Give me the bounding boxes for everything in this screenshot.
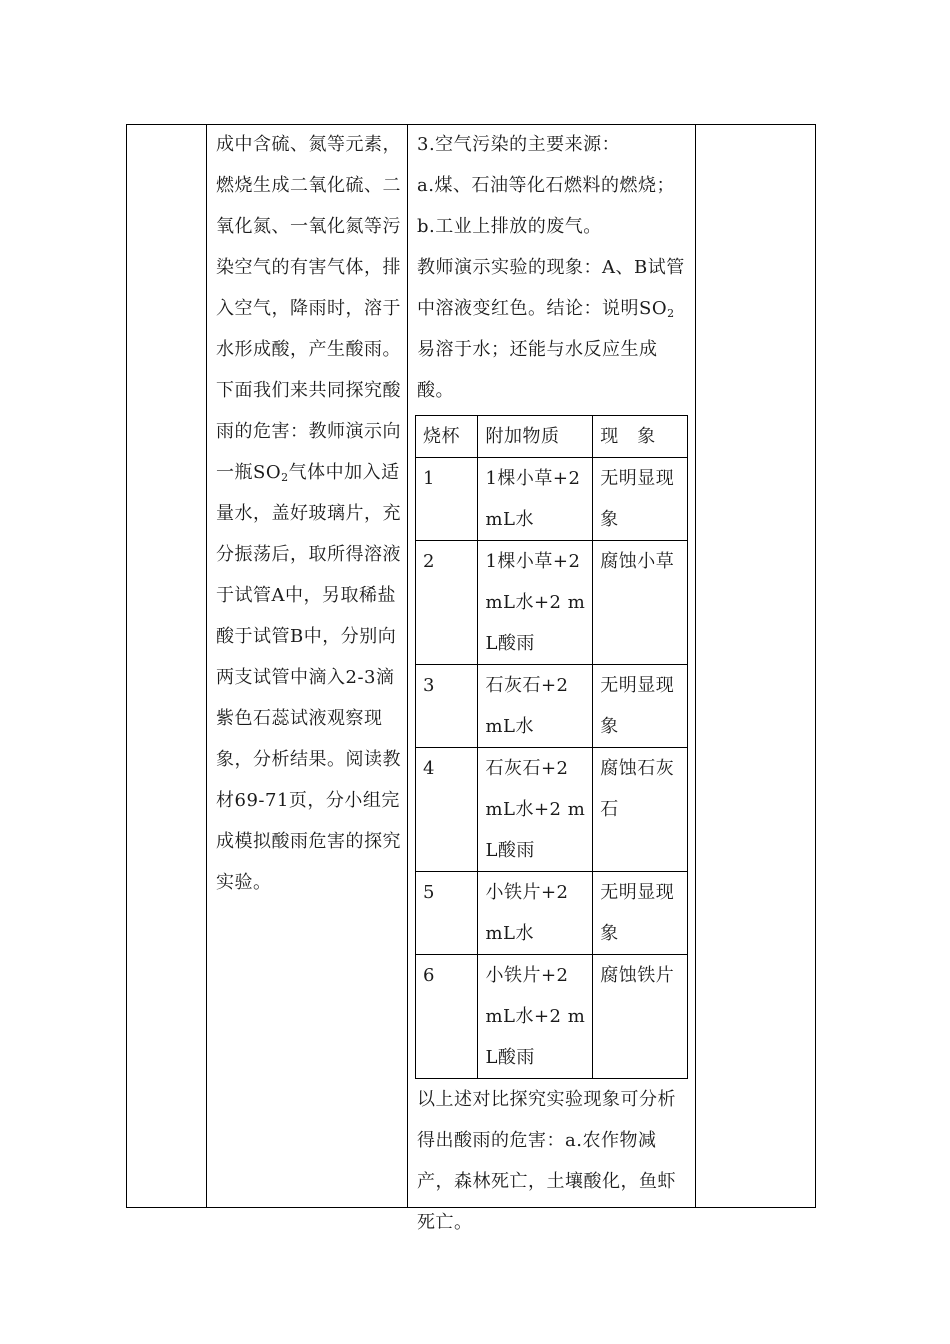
table-cell: 腐蚀小草 [593,541,688,665]
table-header: 附加物质 [478,416,593,458]
table-cell: 3 [416,665,478,748]
table-cell: 无明显现象 [593,872,688,955]
table-header-row [416,416,688,458]
table-cell: 2 [416,541,478,665]
table-cell: 小铁片+2 mL水+2 mL酸雨 [478,955,593,1079]
table-cell: 石灰石+2 mL水+2 mL酸雨 [478,748,593,872]
student-activity-column [208,124,407,903]
column-divider [206,124,207,1208]
table-cell: 5 [416,872,478,955]
table-cell: 4 [416,748,478,872]
table-row [416,748,688,872]
pollution-sources-heading: 3.空气污染的主要来源： [417,134,621,155]
demo-result-text: 教师演示实验的现象：A、B试管中溶液变红色。结论：说明$SO_2$易溶于水；还能与水反应生成酸。 [417,257,685,401]
table-cell: 1棵小草+2 mL水 [478,458,593,541]
table-cell: 1 [416,458,478,541]
table-cell: 腐蚀铁片 [593,955,688,1079]
table-row [416,665,688,748]
table-cell: 小铁片+2 mL水 [478,872,593,955]
table-cell: 腐蚀石灰石 [593,748,688,872]
pollution-source-a: a.煤、石油等化石燃料的燃烧； [417,175,675,196]
table-cell: 1棵小草+2 mL水+2 mL酸雨 [478,541,593,665]
acid-rain-formation-text: 成中含硫、氮等元素，燃烧生成二氧化硫、二氧化氮、一氧化氮等污染空气的有害气体，排入空气，降雨时，溶于水形成酸，产生酸雨。 [216,134,401,360]
table-cell: 无明显现象 [593,458,688,541]
table-cell: 无明显现象 [593,665,688,748]
table-row [416,872,688,955]
acid-rain-demo-text: 下面我们来共同探究酸雨的危害：教师演示向一瓶$SO_2$气体中加入适量水，盖好玻璃片，充分振荡后，取所得溶液于试管A中，另取稀盐酸于试管B中，分别向两支试管中滴入2-3滴紫色石蕊试液观察现象，分析结果。阅读教材69-71页，分小组完成模拟酸雨危害的探究实验。 [216,380,401,893]
table-row [416,955,688,1079]
table-header: 现 象 [593,416,688,458]
teacher-activity-column [408,124,695,1243]
table-cell: 石灰石+2 mL水 [478,665,593,748]
table-cell: 6 [416,955,478,1079]
pollution-source-b: b.工业上排放的废气。 [417,216,602,237]
experiment-table [415,415,688,1079]
table-header: 烧杯 [416,416,478,458]
table-row [416,541,688,665]
table-row [416,458,688,541]
acid-rain-harm-conclusion: 以上述对比探究实验现象可分析得出酸雨的危害：a.农作物减产，森林死亡，土壤酸化，鱼虾死亡。 [417,1089,676,1233]
column-divider [695,124,696,1208]
